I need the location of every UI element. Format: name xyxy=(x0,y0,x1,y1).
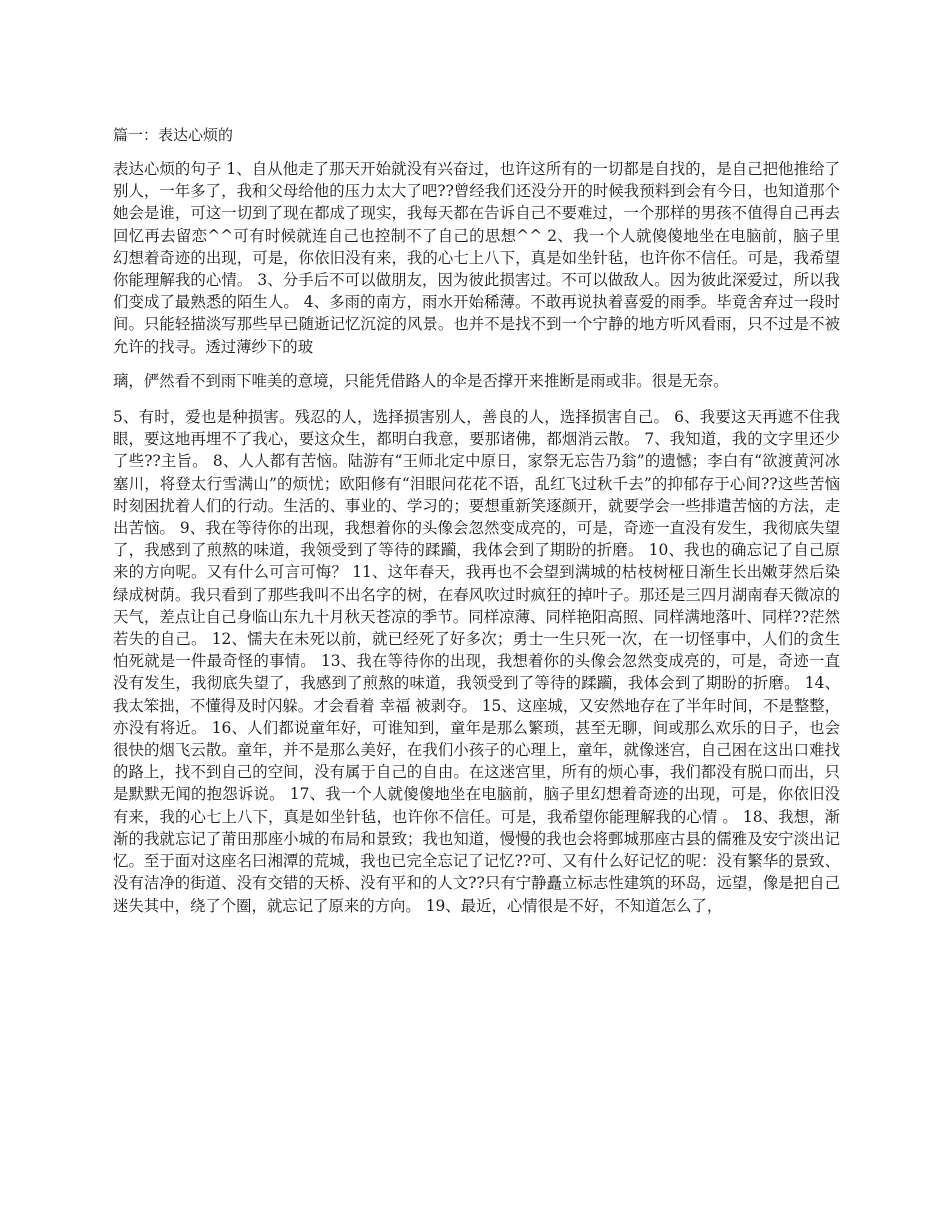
paragraph-1: 表达心烦的句子 1、自从他走了那天开始就没有兴奋过，也许这所有的一切都是自找的，是自己把他推给了别人，一年多了，我和父母给他的压力太大了吧??曾经我们还没分开的时候我预料到会有今日，也知道那个她会是谁，可这一切到了现在都成了现实，我每天都在告诉自己不要难过，一个那样的男孩不值得自己再去回忆再去留恋^^可有时候就连自己也控制不了自己的思想^^ 2、我一个人就傻傻地坐在电脑前，脑子里幻想着奇迹的出现，可是，你依旧没有来，我的心七上八下，真是如坐针毡，也许你不信任。可是，我希望你能理解我的心情。 3、分手后不可以做朋友，因为彼此损害过。不可以做敌人。因为彼此深爱过，所以我们变成了最熟悉的陌生人。 4、多雨的南方，雨水开始稀薄。不敢再说执着喜爱的雨季。毕竟舍弃过一段时间。只能轻描淡写那些早已随逝记忆沉淀的风景。也并不是找不到一个宁静的地方听风看雨，只不过是不被允许的找寻。透过薄纱下的玻 xyxy=(113,160,840,356)
document-page xyxy=(113,124,840,917)
paragraph-3: 5、有时，爱也是种损害。残忍的人，选择损害别人，善良的人，选择损害自己。 6、我要这天再遮不住我眼，要这地再埋不了我心，要这众生，都明白我意，要那诸佛，都烟消云散。 7、我知道，我的文字里还少了些??主旨。 8、人人都有苦恼。陆游有“王师北定中原日，家祭无忘告乃翁”的遗憾；李白有“欲渡黄河冰塞川，将登太行雪满山”的烦忧；欧阳修有“泪眼问花花不语，乱红飞过秋千去”的抑郁存于心间??这些苦恼时刻困扰着人们的行动。生活的、事业的、学习的；要想重新笑逐颜开，就要学会一些排遣苦恼的方法，走出苦恼。 9、我在等待你的出现，我想着你的头像会忽然变成亮的，可是，奇迹一直没有发生，我彻底失望了，我感到了煎熬的味道，我领受到了等待的蹂躏，我体会到了期盼的折磨。 10、我也的确忘记了自己原来的方向呢。又有什么可言可悔？ 11、这年春天，我再也不会望到满城的枯枝树桠日渐生长出嫩芽然后染绿成树荫。我只看到了那些我叫不出名字的树，在春风吹过时疯狂的掉叶子。那还是三四月湖南春天微凉的天气，差点让自己身临山东九十月秋天苍凉的季节。同样凉薄、同样艳阳高照、同样满地落叶、同样??茫然若失的自己。 12、懦夫在未死以前，就已经死了好多次；勇士一生只死一次，在一切怪事中，人们的贪生怕死就是一件最奇怪的事情。 13、我在等待你的出现，我想着你的头像会忽然变成亮的，可是，奇迹一直没有发生，我彻底失望了，我感到了煎熬的味道，我领受到了等待的蹂躏，我体会到了期盼的折磨。 14、我太笨拙，不懂得及时闪躲。才会看着 幸福 被剥夺。 15、这座城，又安然地存在了半年时间，不是整整，亦没有将近。 16、人们都说童年好，可谁知到，童年是那么繁琐，甚至无聊，间或那么欢乐的日子，也会很快的烟飞云散。童年，并不是那么美好，在我们小孩子的心理上，童年，就像迷宫，自己困在这出口难找的路上，找不到自己的空间，没有属于自己的自由。在这迷宫里，所有的烦心事，我们都没有脱口而出，只是默默无闻的抱怨诉说。 17、我一个人就傻傻地坐在电脑前，脑子里幻想着奇迹的出现，可是，你依旧没有来，我的心七上八下，真是如坐针毡，也许你不信任。可是，我希望你能理解我的心情 。 18、我想，渐渐的我就忘记了莆田那座小城的布局和景致；我也知道，慢慢的我也会将鄄城那座古县的儒雅及安宁淡出记忆。至于面对这座名曰湘潭的荒城，我也已完全忘记了记忆??可、又有什么好记忆的呢：没有繁华的景致、没有洁净的街道、没有交错的天桥、没有平和的人文??只有宁静矗立标志性建筑的环岛，远望，像是把自己迷失其中，绕了个圈，就忘记了原来的方向。 19、最近，心情很是不好，不知道怎么了， xyxy=(113,408,840,915)
document-heading: 篇一：表达心烦的 xyxy=(113,126,234,144)
paragraph-2: 璃，俨然看不到雨下唯美的意境，只能凭借路人的伞是否撑开来推断是雨或非。很是无奈。 xyxy=(113,371,729,390)
